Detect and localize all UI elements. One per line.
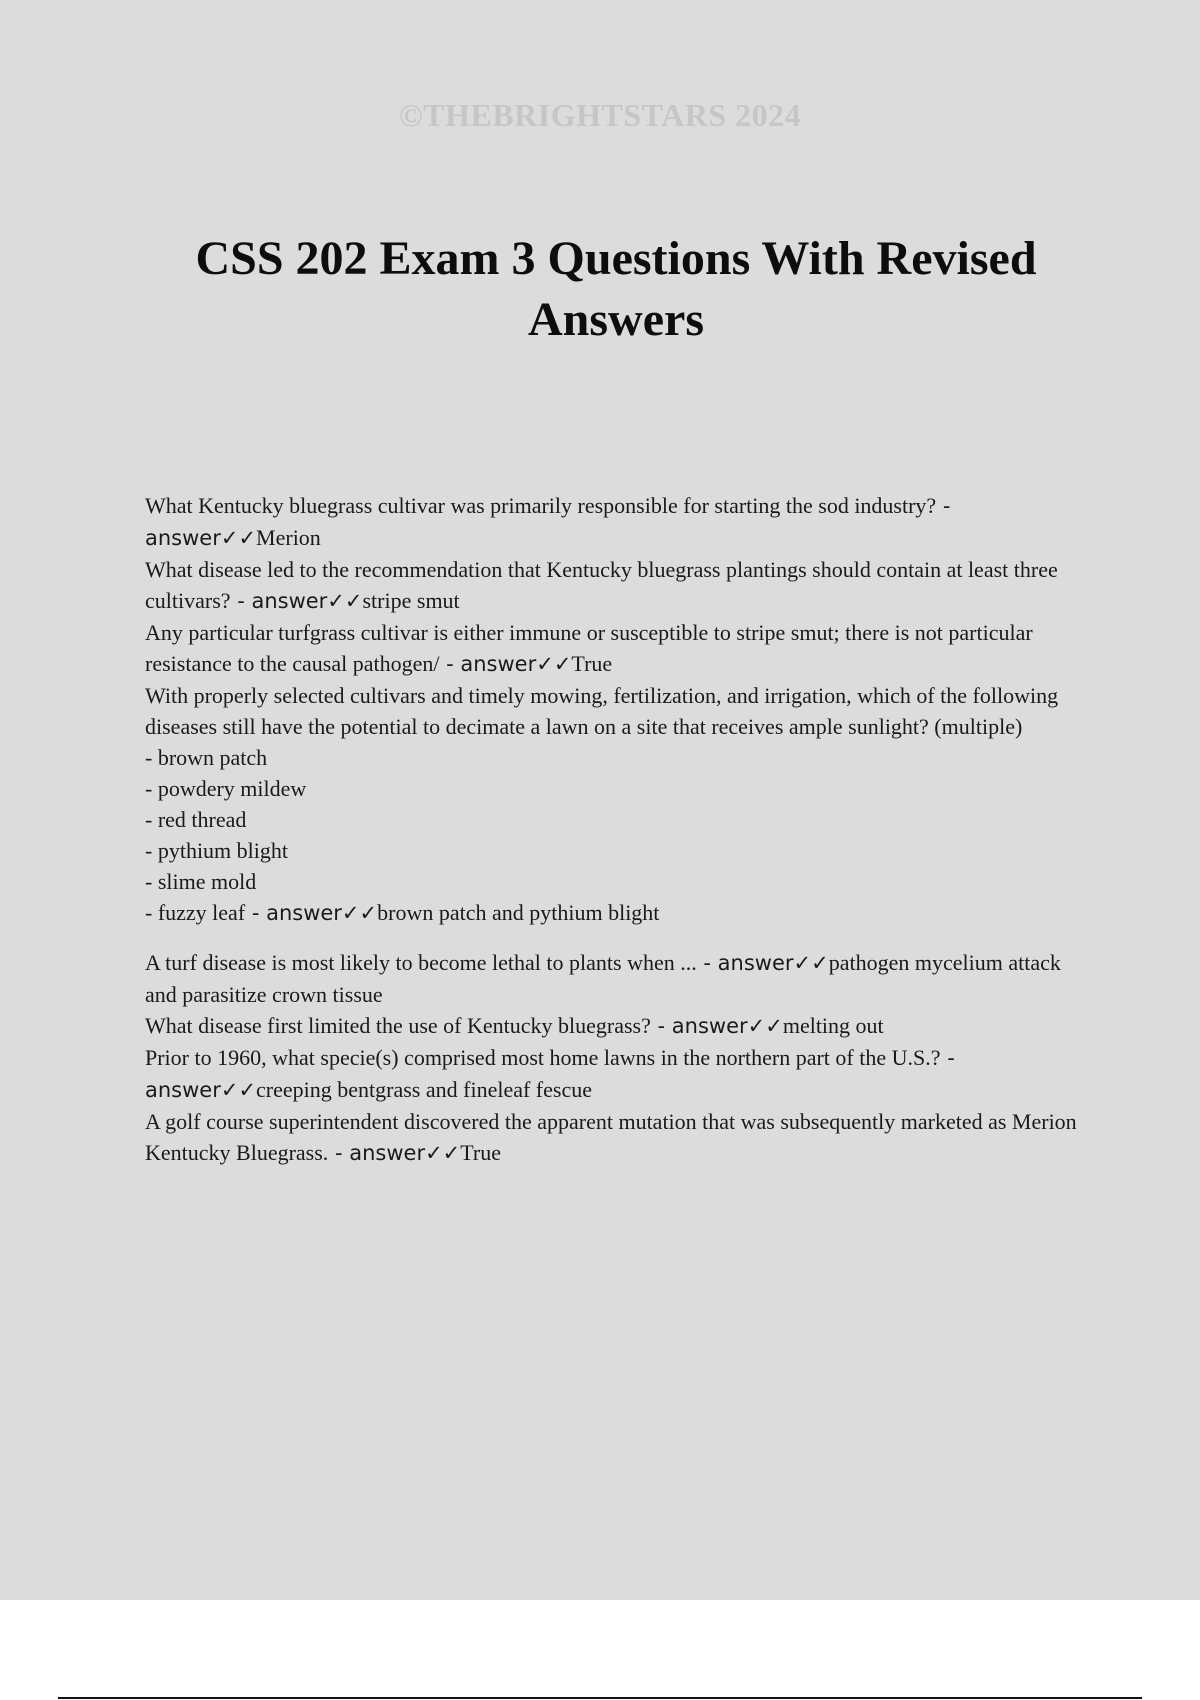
option-item: - pythium blight — [145, 838, 288, 863]
answer-text: True — [571, 651, 613, 676]
answer-text: brown patch and pythium blight — [377, 900, 660, 925]
option-item: - powdery mildew — [145, 776, 307, 801]
question-text: What disease led to the recommendation that Kentucky bluegrass plantings should contain at least three cultivars? — [145, 557, 1058, 613]
qa-item — [145, 947, 1085, 1010]
answer-text: Merion — [256, 525, 321, 550]
answer-text: pathogen mycelium attack and parasitize crown tissue — [145, 950, 1061, 1007]
qa-item — [145, 1010, 1085, 1042]
qa-item — [145, 490, 1085, 554]
answer-marker: - answer✓✓ — [439, 652, 572, 676]
answer-marker: - answer✓✓ — [145, 1046, 955, 1102]
question-text: Prior to 1960, what specie(s) comprised most home lawns in the northern part of the U.S.? — [145, 1045, 941, 1070]
answer-text: melting out — [782, 1013, 884, 1038]
qa-item — [145, 1106, 1085, 1169]
question-text: A turf disease is most likely to become lethal to plants when ... — [145, 950, 697, 975]
answer-marker: - answer✓✓ — [328, 1141, 461, 1165]
answer-marker: - answer✓✓ — [696, 951, 829, 975]
option-item: - slime mold — [145, 869, 257, 894]
option-text: - fuzzy leaf — [145, 900, 246, 925]
answer-marker: - answer✓✓ — [230, 589, 363, 613]
answer-marker: - answer✓✓ — [245, 901, 378, 925]
qa-item — [145, 617, 1085, 680]
watermark: ©THEBRIGHTSTARS 2024 — [398, 97, 802, 133]
footer-rule — [58, 1697, 1142, 1699]
answer-marker: - answer✓✓ — [145, 494, 951, 550]
question-text: What Kentucky bluegrass cultivar was primarily responsible for starting the sod industry? — [145, 493, 937, 518]
question-text: Any particular turfgrass cultivar is either immune or susceptible to stripe smut; there is not particular resistance to the causal pathogen/ — [145, 620, 1033, 676]
answer-marker: - answer✓✓ — [650, 1014, 783, 1038]
answer-text: True — [460, 1140, 502, 1165]
multi-question-text: With properly selected cultivars and timely mowing, fertilization, and irrigation, which of the following diseases still have the potential to decimate a lawn on a site that receives ample sunlight? (multiple) — [145, 683, 1059, 739]
option-item: - brown patch — [145, 745, 268, 770]
answer-text: stripe smut — [362, 588, 460, 613]
answer-text: creeping bentgrass and fineleaf fescue — [256, 1077, 592, 1102]
qa-list — [145, 490, 1085, 1169]
question-text: A golf course superintendent discovered the apparent mutation that was subsequently marketed as Merion Kentucky Bluegrass. — [145, 1109, 1077, 1165]
page-title: CSS 202 Exam 3 Questions With Revised Answers — [195, 232, 1037, 346]
qa-item — [145, 1042, 1085, 1106]
option-item-with-answer — [145, 897, 1085, 929]
question-text: What disease first limited the use of Kentucky bluegrass? — [145, 1013, 651, 1038]
qa-item — [145, 554, 1085, 617]
option-item: - red thread — [145, 807, 247, 832]
